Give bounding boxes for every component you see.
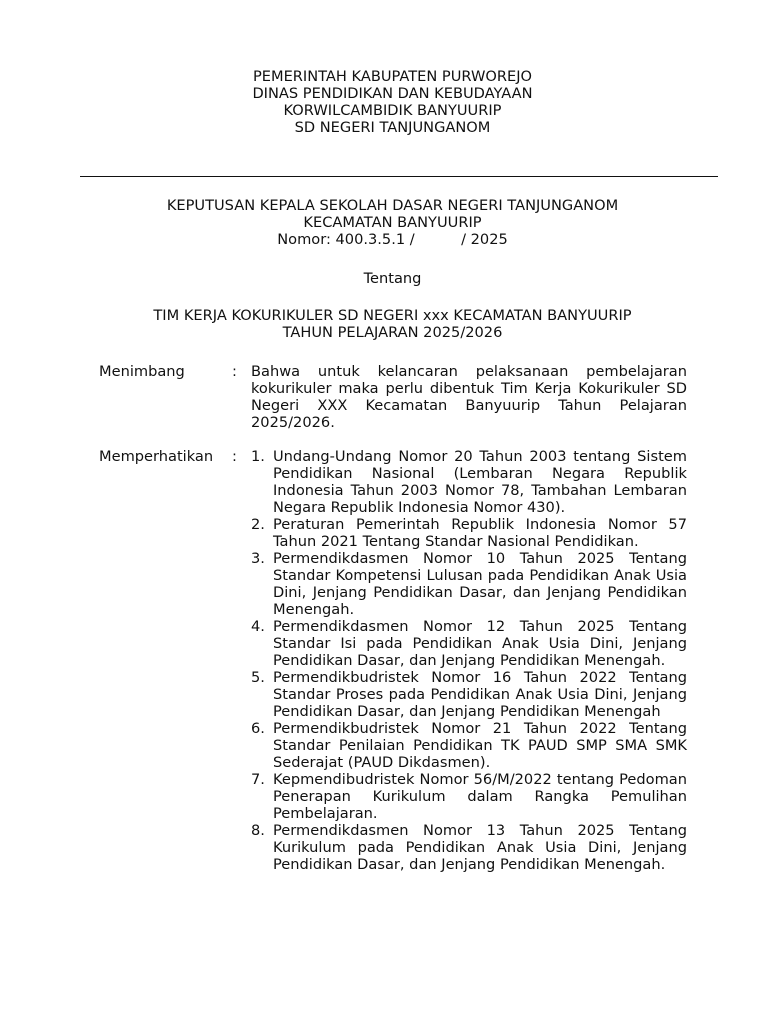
list-item-number: 7. bbox=[251, 771, 265, 788]
header-divider bbox=[80, 176, 718, 177]
list-item-number: 4. bbox=[251, 618, 265, 635]
list-item bbox=[251, 822, 687, 873]
list-item-text: Permendikbudristek Nomor 21 Tahun 2022 Tentang Standar Penilaian Pendidikan TK PAUD SMP SMA SMK Sederajat (PAUD Dikdasmen). bbox=[273, 720, 687, 771]
letterhead bbox=[80, 68, 705, 136]
reference-list bbox=[251, 448, 687, 873]
decree-subject-line-2: TAHUN PELAJARAN 2025/2026 bbox=[282, 324, 503, 341]
letterhead-line-school: SD NEGERI TANJUNGANOM bbox=[294, 119, 491, 136]
list-item bbox=[251, 516, 687, 550]
list-item-number: 5. bbox=[251, 669, 265, 686]
about-label: Tentang bbox=[363, 270, 422, 287]
list-item-number: 6. bbox=[251, 720, 265, 737]
list-item-text: Peraturan Pemerintah Republik Indonesia Nomor 57 Tahun 2021 Tentang Standar Nasional Pendidikan. bbox=[273, 516, 687, 550]
decree-subject bbox=[80, 307, 705, 341]
section-label-menimbang: Menimbang bbox=[99, 363, 185, 380]
list-item-text: Permendikdasmen Nomor 10 Tahun 2025 Tentang Standar Kompetensi Lulusan pada Pendidikan Anak Usia Dini, Jenjang Pendidikan Dasar, dan Jenjang Pendidikan Menengah. bbox=[273, 550, 687, 618]
list-item bbox=[251, 448, 687, 516]
section-colon: : bbox=[232, 448, 237, 465]
letterhead-line-agency: DINAS PENDIDIKAN DAN KEBUDAYAAN bbox=[252, 85, 533, 102]
decree-number: Nomor: 400.3.5.1 / / 2025 bbox=[277, 231, 508, 248]
list-item bbox=[251, 720, 687, 771]
list-item-text: Permendikdasmen Nomor 13 Tahun 2025 Tentang Kurikulum pada Pendidikan Anak Usia Dini, Jenjang Pendidikan Dasar, dan Jenjang Pendidikan Menengah. bbox=[273, 822, 687, 873]
memperhatikan-content bbox=[251, 448, 687, 873]
list-item-number: 8. bbox=[251, 822, 265, 839]
list-item-text: Permendikdasmen Nomor 12 Tahun 2025 Tentang Standar Isi pada Pendidikan Anak Usia Dini, Jenjang Pendidikan Dasar, dan Jenjang Pendidikan Menengah. bbox=[273, 618, 687, 669]
decree-title-line-2: KECAMATAN BANYUURIP bbox=[303, 214, 482, 231]
list-item bbox=[251, 550, 687, 618]
decree-title bbox=[80, 197, 705, 248]
letterhead-line-government: PEMERINTAH KABUPATEN PURWOREJO bbox=[252, 68, 533, 85]
list-item-text: Kepmendibudristek Nomor 56/M/2022 tentang Pedoman Penerapan Kurikulum dalam Rangka Pemulihan Pembelajaran. bbox=[273, 771, 687, 822]
list-item bbox=[251, 669, 687, 720]
list-item-number: 3. bbox=[251, 550, 265, 567]
list-item-number: 1. bbox=[251, 448, 265, 465]
about-heading bbox=[80, 270, 705, 287]
list-item-text: Undang-Undang Nomor 20 Tahun 2003 tentang Sistem Pendidikan Nasional (Lembaran Negara Republik Indonesia Tahun 2003 Nomor 78, Tambahan Lembaran Negara Republik Indonesia Nomor 430). bbox=[273, 448, 687, 516]
list-item bbox=[251, 618, 687, 669]
section-label-memperhatikan: Memperhatikan bbox=[99, 448, 214, 465]
list-item-text: Permendikbudristek Nomor 16 Tahun 2022 Tentang Standar Proses pada Pendidikan Anak Usia Dini, Jenjang Pendidikan Dasar, dan Jenjang Pendidikan Menengah bbox=[273, 669, 687, 720]
decree-title-line-1: KEPUTUSAN KEPALA SEKOLAH DASAR NEGERI TANJUNGANOM bbox=[166, 197, 619, 214]
list-item bbox=[251, 771, 687, 822]
list-item-number: 2. bbox=[251, 516, 265, 533]
section-colon: : bbox=[232, 363, 237, 380]
letterhead-line-korwil: KORWILCAMBIDIK BANYUURIP bbox=[283, 102, 502, 119]
menimbang-text: Bahwa untuk kelancaran pelaksanaan pembelajaran kokurikuler maka perlu dibentuk Tim Kerja Kokurikuler SD Negeri XXX Kecamatan Banyuurip Tahun Pelajaran 2025/2026. bbox=[251, 363, 687, 431]
decree-subject-line-1: TIM KERJA KOKURIKULER SD NEGERI xxx KECAMATAN BANYUURIP bbox=[153, 307, 632, 324]
